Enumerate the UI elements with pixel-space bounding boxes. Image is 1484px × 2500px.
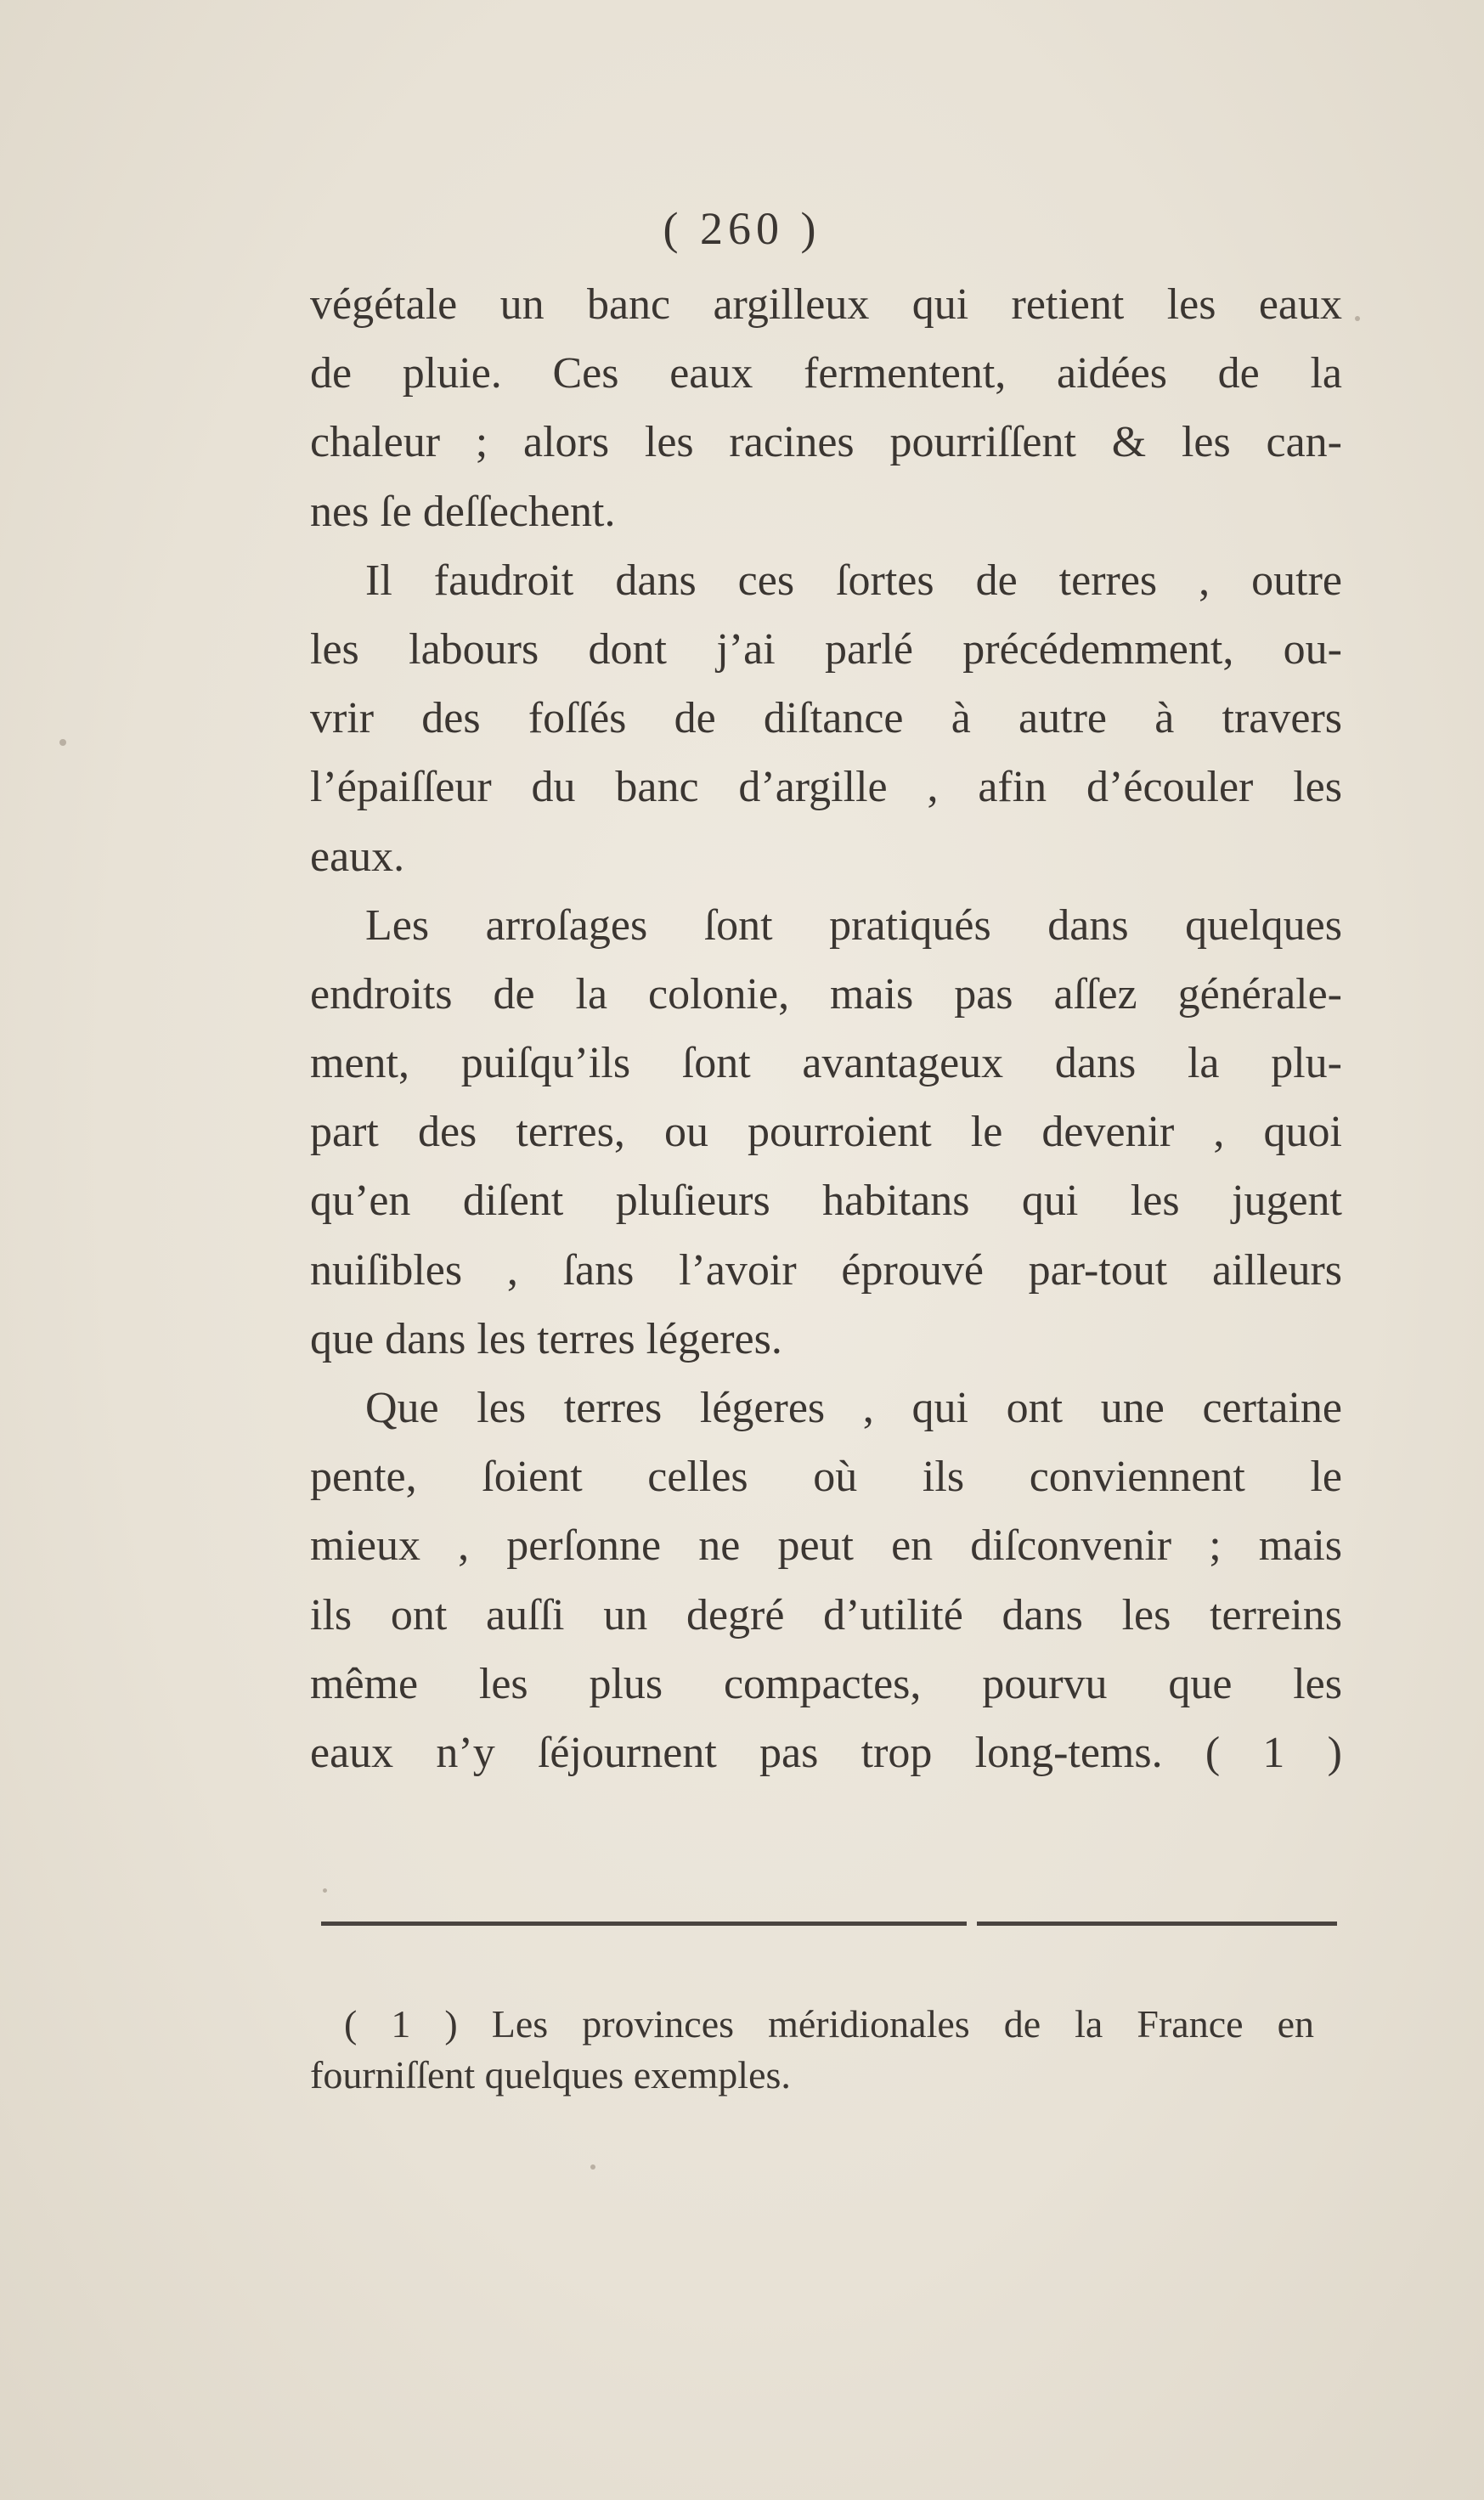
- text-line: chaleur ; alors les racines pourriſſent & les can-: [310, 418, 1342, 467]
- rule-segment: [321, 1922, 967, 1926]
- page-number: ( 260 ): [663, 203, 821, 254]
- paragraph-start-line: Les arroſages ſont pratiqués dans quelques: [365, 900, 1342, 950]
- text-line: pente, ſoient celles où ils conviennent le: [310, 1453, 1342, 1502]
- text-line: nuiſibles , ſans l’avoir éprouvé par-tout ailleurs: [310, 1245, 1342, 1295]
- text-line: qu’en diſent pluſieurs habitans qui les jugent: [310, 1177, 1342, 1226]
- footnote-line: ( 1 ) Les provinces méridionales de la France en: [344, 2002, 1314, 2046]
- text-line: vrir des foſſés de diſtance à autre à travers: [310, 694, 1342, 743]
- text-line: part des terres, ou pourroient le devenir , quoi: [310, 1108, 1342, 1157]
- text-line: même les plus compactes, pourvu que les: [310, 1659, 1342, 1708]
- paragraph-start-line: Que les terres légeres , qui ont une certaine: [365, 1384, 1342, 1432]
- text-line: les labours dont j’ai parlé précédemment, ou-: [310, 624, 1342, 674]
- text-line: végétale un banc argilleux qui retient les eaux: [310, 280, 1342, 329]
- text-line: mieux , perſonne ne peut en diſconvenir ; mais: [310, 1521, 1342, 1571]
- footnote-separator-rule: [321, 1922, 1337, 1926]
- main-text: [310, 270, 1342, 1787]
- text-line: que dans les terres légeres.: [310, 1314, 782, 1363]
- paper-speck: [590, 2164, 595, 2170]
- text-line: l’épaiſſeur du banc d’argille , afin d’écouler les: [310, 763, 1342, 812]
- text-line: ment, puiſqu’ils ſont avantageux dans la plu-: [310, 1039, 1342, 1088]
- paper-speck: [1355, 316, 1360, 321]
- footnote-line: fourniſſent quelques exemples.: [310, 2053, 791, 2097]
- text-line: de pluie. Ces eaux fermentent, aidées de la: [310, 349, 1342, 398]
- footnote: [310, 1999, 1314, 2101]
- text-line: eaux.: [310, 832, 405, 881]
- paper-speck: [59, 739, 66, 746]
- paper-speck: [323, 1888, 327, 1893]
- text-line: nes ſe deſſechent.: [310, 487, 616, 536]
- text-line: endroits de la colonie, mais pas aſſez générale-: [310, 969, 1342, 1019]
- rule-segment: [977, 1922, 1337, 1926]
- text-line: ils ont auſſi un degré d’utilité dans les terreins: [310, 1590, 1342, 1639]
- text-line: eaux n’y ſéjournent pas trop long-tems. ( 1 ): [310, 1728, 1342, 1777]
- paragraph-start-line: Il faudroit dans ces ſortes de terres , outre: [365, 556, 1342, 605]
